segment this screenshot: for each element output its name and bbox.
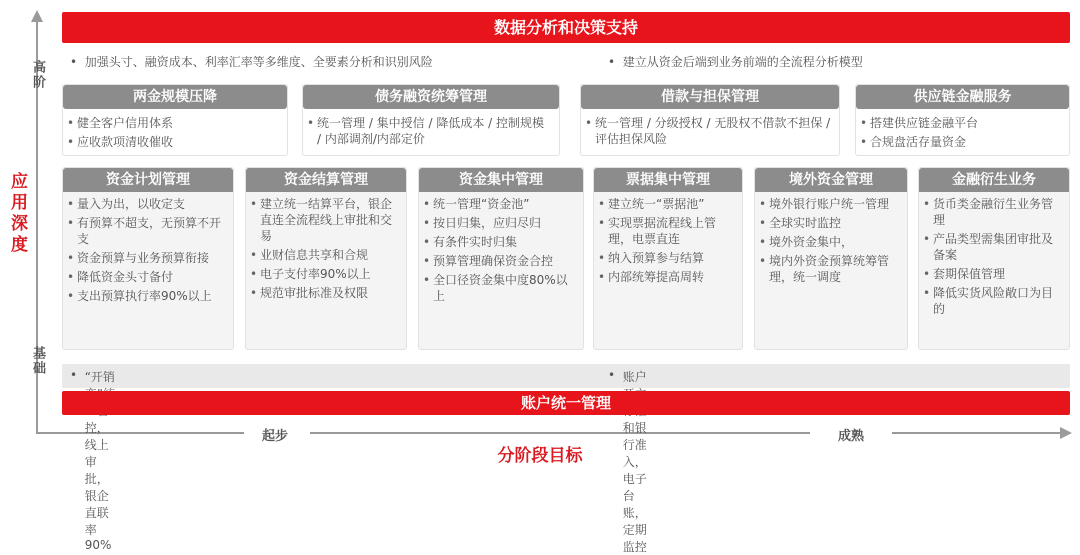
list-item: • 统一管理 / 分级授权 / 无股权不借款不担保 / 评估担保风险 <box>583 115 831 147</box>
list-item: • 全球实时监控 <box>757 215 901 231</box>
card-title: 债务融资统筹管理 <box>303 85 559 109</box>
card-title: 资金结算管理 <box>246 168 406 192</box>
y-axis-arrow-icon <box>31 10 43 22</box>
y-axis-high-label: 高阶 <box>30 60 45 90</box>
list-item: • 境内外资金预算统筹管理，统一调度 <box>757 253 901 285</box>
list-item: • 电子支付率90%以上 <box>248 266 400 282</box>
list-item: • 降低实货风险敞口为目的 <box>921 285 1063 317</box>
bottom-bullet-2: • 账户 和银行准入，电子台账，定期监控 <box>608 368 647 554</box>
list-item: • 预算管理确保资金合控 <box>421 253 577 269</box>
card-fund-centralization <box>418 167 584 350</box>
list-item: • 有条件实时归集 <box>421 234 577 250</box>
bottom-bullet-1: • “开销 控，线上审批，银企直联率90% <box>70 368 115 552</box>
top-bullet-1: • 加强头寸、融资成本、利率汇率等多维度、全要素分析和识别风险 <box>70 55 433 69</box>
list-item: • 全口径资金集中度80%以上 <box>421 272 577 304</box>
list-item: • 实现票据流程线上管理，电票直连 <box>596 215 736 247</box>
top-bullet-bar <box>62 48 1070 74</box>
x-axis-title: 分阶段目标 <box>497 446 583 466</box>
card-financial-derivatives <box>918 167 1070 350</box>
list-item: • 量入为出，以收定支 <box>65 196 227 212</box>
list-item: • 规范审批标准及权限 <box>248 285 400 301</box>
card-debt-financing <box>302 84 560 156</box>
card-fund-settlement <box>245 167 407 350</box>
card-bill-centralization <box>593 167 743 350</box>
top-banner: 数据分析和决策支持 <box>62 12 1070 43</box>
list-item: • 统一管理“资金池” <box>421 196 577 212</box>
list-item: • 按日归集，应归尽归 <box>421 215 577 231</box>
list-item: • 产品类型需集团审批及备案 <box>921 231 1063 263</box>
card-supply-chain-finance <box>855 84 1070 156</box>
list-item: • 内部统筹提高周转 <box>596 269 736 285</box>
list-item: • 境外资金集中， <box>757 234 901 250</box>
list-item: • 业财信息共享和合规 <box>248 247 400 263</box>
list-item: • 搭建供应链金融平台 <box>858 115 1065 131</box>
card-title: 资金集中管理 <box>419 168 583 192</box>
card-fund-plan <box>62 167 234 350</box>
list-item: • 建立统一结算平台，银企直连全流程线上审批和交易 <box>248 196 400 244</box>
card-title: 两金规模压降 <box>63 85 287 109</box>
list-item: • 资金预算与业务预算衔接 <box>65 250 227 266</box>
list-item: • 建立统一“票据池” <box>596 196 736 212</box>
list-item: • 统一管理 / 集中授信 / 降低成本 / 控制规模 / 内部调剂/内部定价 <box>305 115 551 147</box>
list-item: • 健全客户信用体系 <box>65 115 283 131</box>
card-title: 票据集中管理 <box>594 168 742 192</box>
card-loan-guarantee <box>580 84 840 156</box>
x-axis-line-mid <box>310 432 810 434</box>
bottom-banner: 账户统一管理 <box>62 391 1070 415</box>
card-overseas-funds <box>754 167 908 350</box>
list-item: • 纳入预算参与结算 <box>596 250 736 266</box>
card-title: 借款与担保管理 <box>581 85 839 109</box>
list-item: • 降低资金头寸备付 <box>65 269 227 285</box>
y-axis-low-label: 基础 <box>30 346 45 376</box>
list-item: • 应收款项清收催收 <box>65 134 283 150</box>
card-title: 境外资金管理 <box>755 168 907 192</box>
list-item: • 有预算不超支，无预算不开支 <box>65 215 227 247</box>
card-title: 金融衍生业务 <box>919 168 1069 192</box>
x-axis-line <box>36 432 244 434</box>
list-item: • 套期保值管理 <box>921 266 1063 282</box>
card-two-funds-reduction <box>62 84 288 156</box>
x-axis-end-label: 成熟 <box>838 429 865 444</box>
x-axis-start-label: 起步 <box>262 429 289 444</box>
x-axis-arrow-icon <box>1060 427 1072 439</box>
list-item: • 支出预算执行率90%以上 <box>65 288 227 304</box>
card-title: 资金计划管理 <box>63 168 233 192</box>
list-item: • 境外银行账户统一管理 <box>757 196 901 212</box>
top-bullet-2: • 建立从资金后端到业务前端的全流程分析模型 <box>608 55 863 69</box>
list-item: • 货币类金融衍生业务管理 <box>921 196 1063 228</box>
card-title: 供应链金融服务 <box>856 85 1069 109</box>
x-axis-line-end <box>892 432 1062 434</box>
y-axis-title: 应用深度 <box>7 172 27 256</box>
list-item: • 合规盘活存量资金 <box>858 134 1065 150</box>
